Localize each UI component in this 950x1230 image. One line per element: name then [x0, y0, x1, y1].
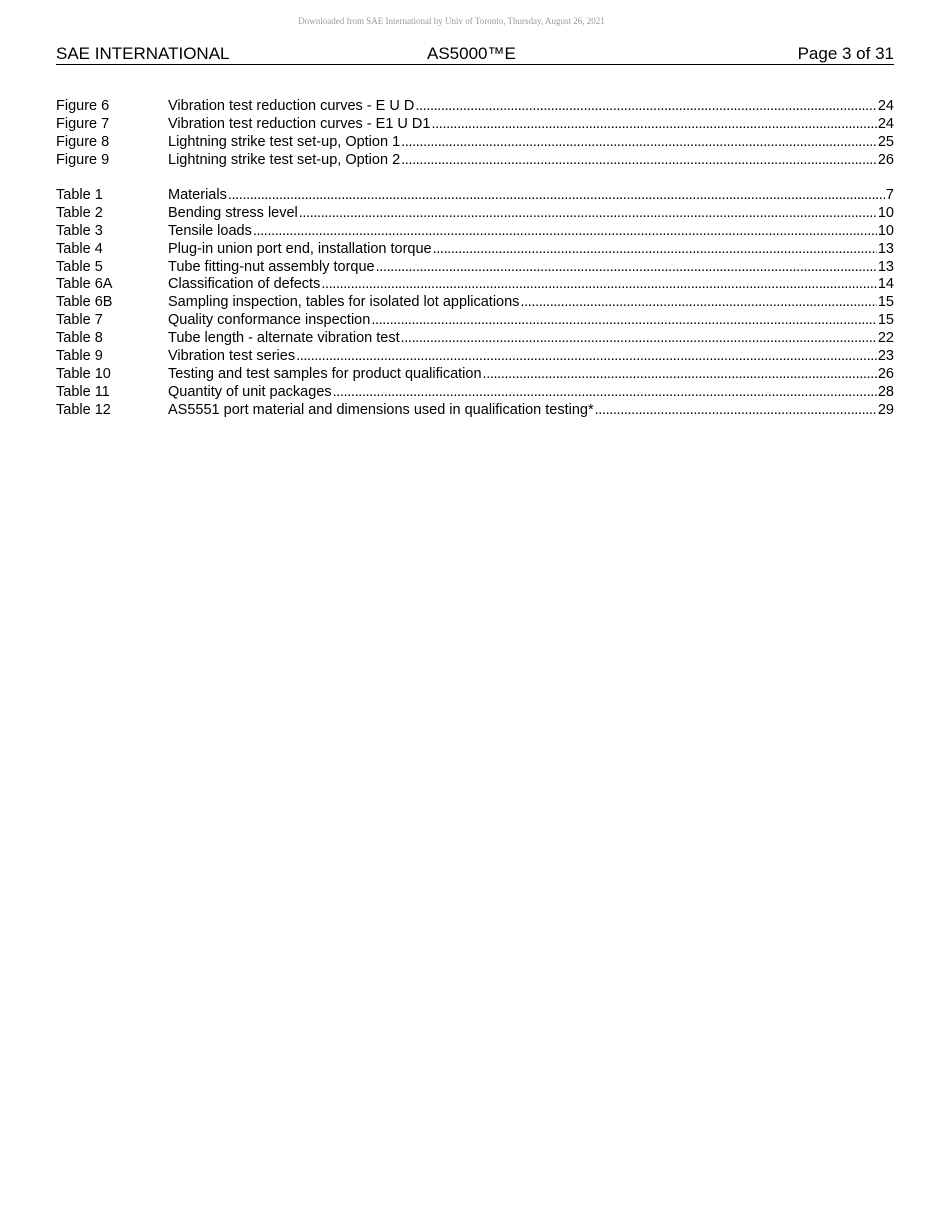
- dot-leader: [595, 402, 877, 420]
- table-entry[interactable]: [56, 384, 894, 402]
- page-header: [56, 44, 894, 65]
- figure-page-number: 26: [877, 151, 894, 168]
- table-entry[interactable]: [56, 205, 894, 223]
- dot-leader: [299, 205, 877, 223]
- figure-title: Vibration test reduction curves - E1 U D1: [168, 115, 431, 132]
- table-number: Table 5: [56, 258, 103, 275]
- figure-number: Figure 7: [56, 115, 110, 132]
- table-title: Tube fitting-nut assembly torque: [168, 258, 375, 275]
- table-page-number: 29: [877, 401, 894, 418]
- figure-page-number: 25: [877, 133, 894, 150]
- table-page-number: 13: [877, 258, 894, 275]
- table-entry[interactable]: [56, 402, 894, 420]
- table-page-number: 13: [877, 240, 894, 257]
- table-title: Materials: [168, 187, 227, 203]
- table-page-number: 22: [877, 330, 894, 347]
- figure-number: Figure 9: [56, 151, 110, 168]
- figure-title: Vibration test reduction curves - E U D: [168, 98, 415, 114]
- table-number: Table 3: [56, 222, 103, 239]
- table-number: Table 1: [56, 187, 103, 203]
- dot-leader: [333, 384, 877, 402]
- table-page-number: 15: [877, 312, 894, 329]
- figure-page-number: 24: [877, 115, 894, 132]
- table-title: Vibration test series: [168, 348, 296, 365]
- table-number: Table 4: [56, 240, 103, 257]
- table-entry[interactable]: [56, 259, 894, 277]
- dot-leader: [401, 330, 877, 348]
- figure-title: Lightning strike test set-up, Option 2: [168, 151, 401, 168]
- table-page-number: 28: [877, 383, 894, 400]
- figure-entry[interactable]: [56, 134, 894, 152]
- dot-leader: [296, 348, 877, 366]
- list-of-figures: [56, 98, 894, 170]
- table-entry[interactable]: [56, 241, 894, 259]
- dot-leader: [483, 366, 877, 384]
- table-page-number: 15: [877, 294, 894, 311]
- table-title: AS5551 port material and dimensions used in qualification testing*: [168, 401, 594, 418]
- dot-leader: [253, 223, 877, 241]
- dot-leader: [415, 98, 877, 116]
- table-entry[interactable]: [56, 330, 894, 348]
- table-page-number: 7: [885, 187, 894, 203]
- table-page-number: 23: [877, 348, 894, 365]
- table-number: Table 6A: [56, 276, 113, 293]
- table-entry[interactable]: [56, 223, 894, 241]
- table-page-number: 26: [877, 365, 894, 382]
- dot-leader: [371, 312, 877, 330]
- table-title: Quality conformance inspection: [168, 312, 371, 329]
- table-number: Table 6B: [56, 294, 113, 311]
- dot-leader: [228, 187, 885, 205]
- table-title: Quantity of unit packages: [168, 383, 332, 400]
- page-number: Page 3 of 31: [797, 44, 894, 63]
- dot-leader: [401, 134, 877, 152]
- figure-title: Lightning strike test set-up, Option 1: [168, 133, 401, 150]
- table-entry[interactable]: [56, 276, 894, 294]
- figure-entry[interactable]: [56, 116, 894, 134]
- table-title: Tensile loads: [168, 222, 252, 239]
- figure-page-number: 24: [877, 98, 894, 114]
- table-entry[interactable]: [56, 312, 894, 330]
- table-title: Plug-in union port end, installation torque: [168, 240, 432, 257]
- table-number: Table 7: [56, 312, 103, 329]
- table-entry[interactable]: [56, 187, 894, 205]
- figure-entry[interactable]: [56, 152, 894, 170]
- table-title: Bending stress level: [168, 204, 298, 221]
- table-page-number: 10: [877, 222, 894, 239]
- table-page-number: 14: [877, 276, 894, 293]
- table-title: Testing and test samples for product qualification: [168, 365, 482, 382]
- publisher-name: SAE INTERNATIONAL: [56, 44, 230, 63]
- table-number: Table 10: [56, 365, 111, 382]
- dot-leader: [431, 116, 876, 134]
- dot-leader: [401, 152, 877, 170]
- table-number: Table 11: [56, 383, 110, 400]
- table-entry[interactable]: [56, 366, 894, 384]
- dot-leader: [376, 259, 877, 277]
- dot-leader: [321, 276, 877, 294]
- table-title: Sampling inspection, tables for isolated lot applications: [168, 294, 520, 311]
- figure-number: Figure 6: [56, 98, 110, 114]
- table-entry[interactable]: [56, 348, 894, 366]
- table-entry[interactable]: [56, 294, 894, 312]
- table-title: Classification of defects: [168, 276, 321, 293]
- document-number: AS5000™E: [427, 44, 516, 63]
- table-number: Table 12: [56, 401, 111, 418]
- download-watermark: Downloaded from SAE International by Univ of Toronto, Thursday, August 26, 2021: [298, 16, 605, 26]
- dot-leader: [520, 294, 876, 312]
- figure-entry[interactable]: [56, 98, 894, 116]
- table-number: Table 9: [56, 348, 103, 365]
- table-number: Table 8: [56, 330, 103, 347]
- table-page-number: 10: [877, 204, 894, 221]
- list-of-tables: [56, 187, 894, 420]
- table-title: Tube length - alternate vibration test: [168, 330, 400, 347]
- figure-number: Figure 8: [56, 133, 110, 150]
- table-number: Table 2: [56, 204, 103, 221]
- dot-leader: [433, 241, 877, 259]
